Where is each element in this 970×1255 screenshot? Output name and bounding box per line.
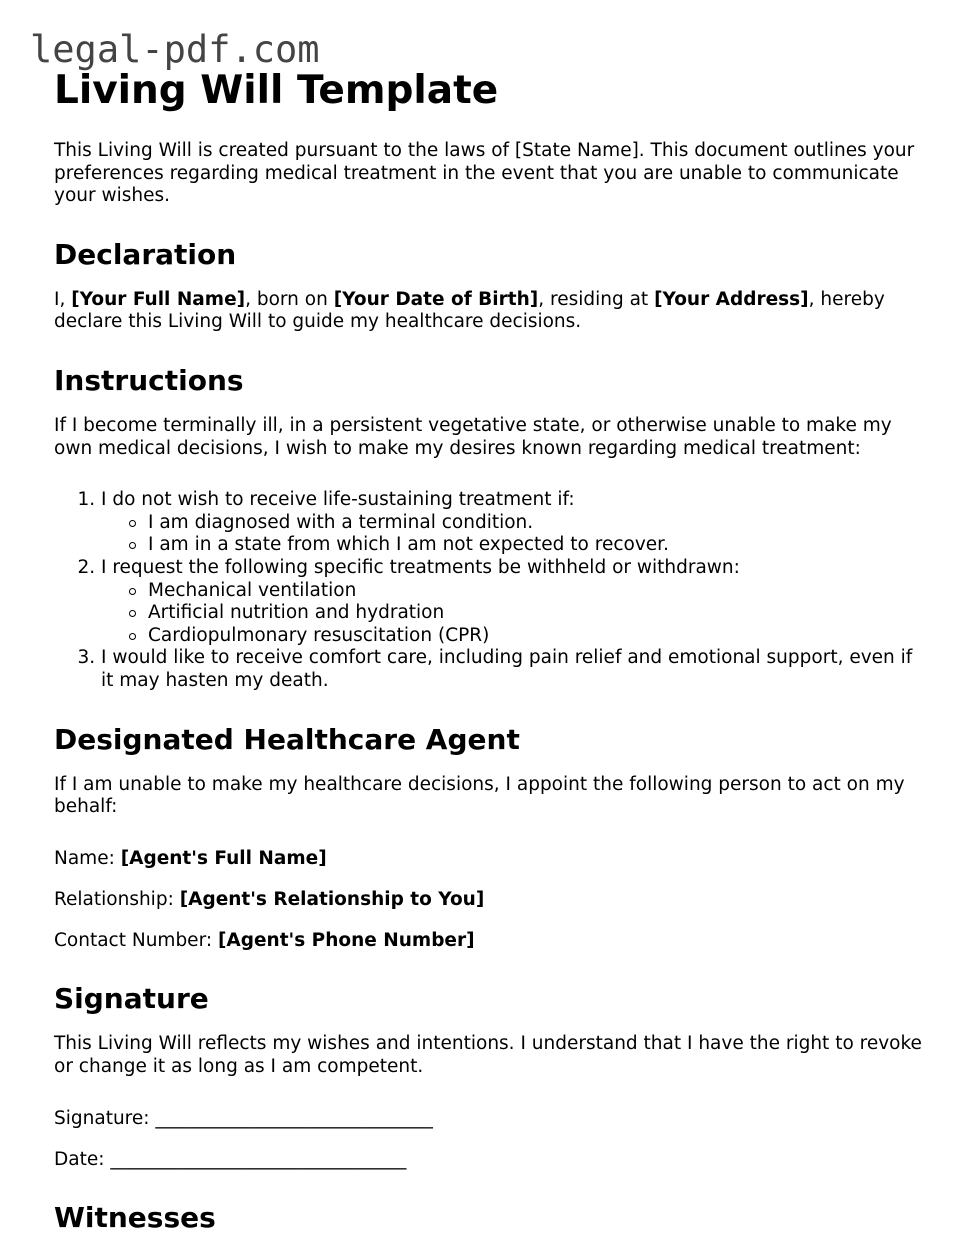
sub-list (101, 580, 924, 648)
declaration-text-1: I, (54, 288, 72, 310)
agent-name-row (54, 848, 924, 871)
declaration-heading: Declaration (54, 237, 237, 271)
declaration-text-4: , hereby declare this Living Will to guide my healthcare decisions. (54, 288, 885, 333)
list-item (101, 557, 924, 647)
list-item (101, 647, 924, 692)
agent-heading: Designated Healthcare Agent (54, 722, 520, 756)
intro-paragraph: This Living Will is created pursuant to the laws of [State Name]. This document outlines your preferences regarding medical treatment in the event that you are unable to communicate your wishes. (54, 140, 915, 207)
list-item (101, 489, 924, 557)
list-item-text: I do not wish to receive life-sustaining treatment if: (101, 489, 575, 511)
agent-name-field: [Agent's Full Name] (120, 847, 327, 869)
declaration-paragraph (54, 289, 924, 334)
signature-heading: Signature (54, 982, 209, 1016)
declarant-dob-field: [Your Date of Birth] (333, 288, 539, 310)
agent-intro: If I am unable to make my healthcare decisions, I appoint the following person to act on my behalf: (54, 773, 905, 818)
sub-list-item: I am in a state from which I am not expected to recover. (148, 534, 924, 557)
signature-line: Signature: ______________________________ (54, 1107, 433, 1129)
instructions-heading: Instructions (54, 363, 244, 397)
sub-list-item: Cardiopulmonary resuscitation (CPR) (148, 625, 924, 648)
instructions-intro: If I become terminally ill, in a persistent vegetative state, or otherwise unable to make my own medical decisions, I wish to make my desires known regarding medical treatment: (54, 414, 892, 459)
sub-list-item: Mechanical ventilation (148, 580, 924, 603)
agent-contact-row (54, 930, 924, 953)
list-item-text: I would like to receive comfort care, including pain relief and emotional support, even if it may hasten my death. (101, 647, 913, 691)
agent-relationship-row (54, 889, 924, 912)
declaration-text-2: , born on (245, 288, 334, 310)
list-item-text: I request the following specific treatments be withheld or withdrawn: (101, 556, 740, 578)
agent-contact-field: [Agent's Phone Number] (217, 929, 475, 951)
agent-relationship-field: [Agent's Relationship to You] (179, 888, 485, 910)
agent-contact-label: Contact Number: (54, 929, 218, 951)
sub-list (101, 512, 924, 557)
document-body (54, 66, 924, 1252)
agent-name-label: Name: (54, 847, 121, 869)
sub-list-item: I am diagnosed with a terminal condition. (148, 512, 924, 535)
declarant-address-field: [Your Address] (654, 288, 809, 310)
page-title: Living Will Template (54, 68, 499, 113)
watermark-text: legal-pdf.com (30, 28, 320, 71)
date-line: Date: ________________________________ (54, 1148, 407, 1170)
declaration-text-3: , residing at (538, 288, 655, 310)
declarant-name-field: [Your Full Name] (71, 288, 246, 310)
agent-relationship-label: Relationship: (54, 888, 180, 910)
sub-list-item: Artificial nutrition and hydration (148, 602, 924, 625)
signature-intro: This Living Will reflects my wishes and intentions. I understand that I have the right to revoke or change it as long as I am competent. (54, 1033, 922, 1078)
witnesses-heading: Witnesses (54, 1201, 216, 1235)
instructions-list (54, 489, 924, 692)
